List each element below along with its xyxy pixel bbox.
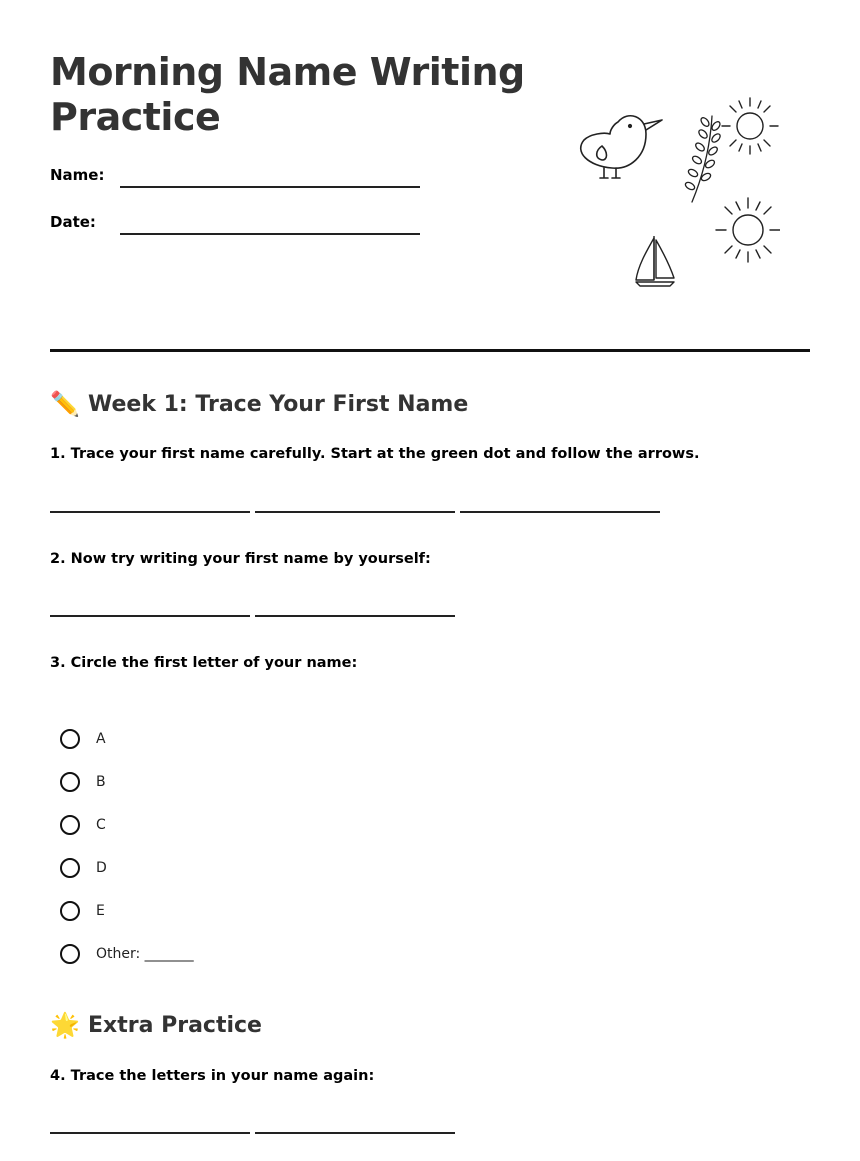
section-extra-heading: Extra Practice xyxy=(88,1012,262,1038)
star-icon: 🌟 xyxy=(50,1011,80,1039)
worksheet-page xyxy=(50,0,810,1161)
sun-icon xyxy=(716,198,780,262)
option-label: B xyxy=(96,773,106,790)
pencil-icon: ✏️ xyxy=(50,390,80,418)
option-c[interactable] xyxy=(60,803,194,846)
writing-line[interactable] xyxy=(255,615,455,617)
option-label: E xyxy=(96,902,105,919)
radio-circle[interactable] xyxy=(60,729,80,749)
bird-icon xyxy=(581,116,662,178)
writing-line[interactable] xyxy=(50,615,250,617)
date-label: Date: xyxy=(50,213,96,231)
question-2-writing-lines xyxy=(50,615,460,617)
option-label: Other: _______ xyxy=(96,945,194,962)
section-week1-title xyxy=(50,390,468,418)
option-label: C xyxy=(96,816,106,833)
radio-circle[interactable] xyxy=(60,772,80,792)
section-week1-heading: Week 1: Trace Your First Name xyxy=(88,391,469,417)
option-other[interactable] xyxy=(60,932,194,975)
writing-line[interactable] xyxy=(460,511,660,513)
radio-circle[interactable] xyxy=(60,944,80,964)
question-4: 4. Trace the letters in your name again: xyxy=(50,1068,375,1084)
question-2: 2. Now try writing your first name by yourself: xyxy=(50,551,431,567)
writing-line[interactable] xyxy=(50,1132,250,1134)
date-writing-line[interactable] xyxy=(120,233,420,235)
leaf-branch-icon xyxy=(684,116,721,202)
name-writing-line[interactable] xyxy=(120,186,420,188)
letter-options xyxy=(60,717,194,975)
question-1-writing-lines xyxy=(50,511,665,513)
question-4-writing-lines xyxy=(50,1132,460,1134)
option-a[interactable] xyxy=(60,717,194,760)
question-1: 1. Trace your first name carefully. Start at the green dot and follow the arrows. xyxy=(50,446,700,462)
option-b[interactable] xyxy=(60,760,194,803)
sailboat-icon xyxy=(636,236,674,286)
radio-circle[interactable] xyxy=(60,858,80,878)
option-d[interactable] xyxy=(60,846,194,889)
radio-circle[interactable] xyxy=(60,815,80,835)
page-title: Morning Name Writing Practice xyxy=(50,50,525,139)
section-extra-title xyxy=(50,1011,262,1039)
doodle-illustrations xyxy=(570,90,780,290)
name-label: Name: xyxy=(50,166,105,184)
radio-circle[interactable] xyxy=(60,901,80,921)
option-label: D xyxy=(96,859,107,876)
option-label: A xyxy=(96,730,106,747)
writing-line[interactable] xyxy=(255,1132,455,1134)
header-divider xyxy=(50,349,810,352)
writing-line[interactable] xyxy=(50,511,250,513)
writing-line[interactable] xyxy=(255,511,455,513)
option-e[interactable] xyxy=(60,889,194,932)
question-3: 3. Circle the first letter of your name: xyxy=(50,655,358,671)
sun-icon xyxy=(722,98,778,154)
